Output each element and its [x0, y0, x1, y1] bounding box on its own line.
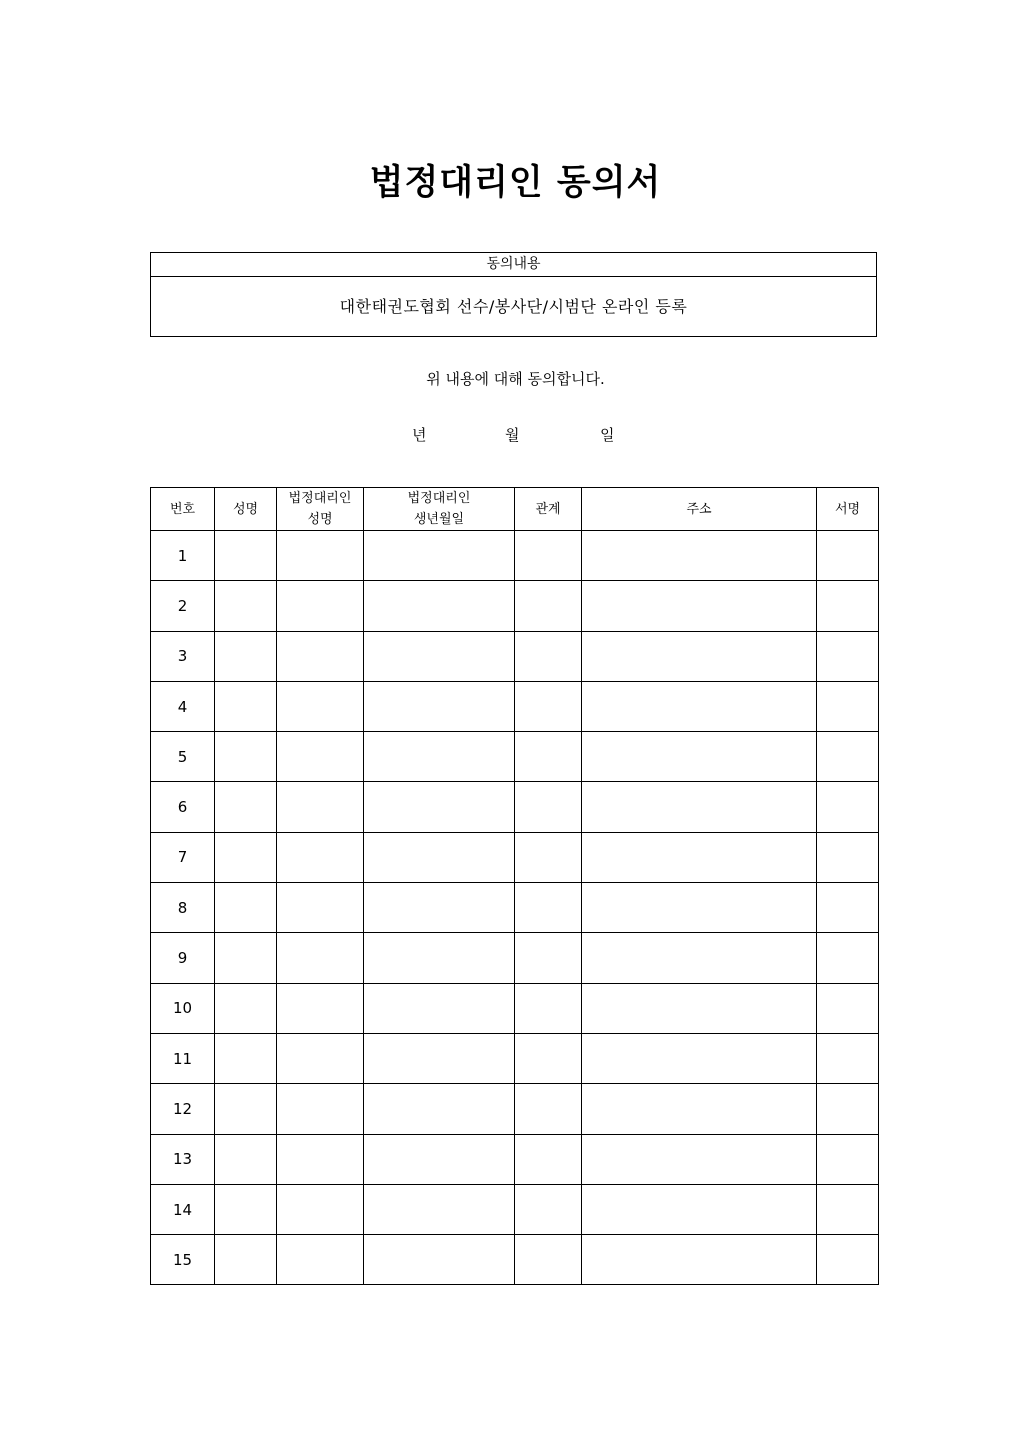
address-cell[interactable] [582, 832, 817, 882]
guardian-name-cell[interactable] [277, 983, 364, 1033]
address-cell[interactable] [582, 1084, 817, 1134]
guardian-birth-cell[interactable] [364, 1235, 515, 1285]
relation-cell[interactable] [515, 732, 582, 782]
row-number-cell: 4 [151, 681, 215, 731]
name-cell[interactable] [215, 1134, 277, 1184]
guardian-birth-cell[interactable] [364, 581, 515, 631]
row-number-cell: 10 [151, 983, 215, 1033]
table-header-row [151, 488, 879, 531]
guardian-birth-cell[interactable] [364, 983, 515, 1033]
signature-cell[interactable] [817, 1134, 879, 1184]
table-row [151, 681, 879, 731]
document-title: 법정대리인 동의서 [369, 163, 662, 203]
row-number-cell: 15 [151, 1235, 215, 1285]
guardian-name-cell[interactable] [277, 1084, 364, 1134]
agree-statement: 위 내용에 대해 동의합니다. [426, 370, 605, 388]
table-row [151, 581, 879, 631]
row-number-cell: 1 [151, 531, 215, 581]
guardian-birth-cell[interactable] [364, 1033, 515, 1083]
guardian-birth-cell[interactable] [364, 883, 515, 933]
guardian-birth-cell[interactable] [364, 782, 515, 832]
name-cell[interactable] [215, 1184, 277, 1234]
signature-cell[interactable] [817, 531, 879, 581]
table-row [151, 732, 879, 782]
guardian-name-cell[interactable] [277, 581, 364, 631]
name-cell[interactable] [215, 732, 277, 782]
relation-cell[interactable] [515, 933, 582, 983]
table-row [151, 933, 879, 983]
guardian-birth-cell[interactable] [364, 531, 515, 581]
header-name: 성명 [215, 488, 277, 531]
row-number-cell: 9 [151, 933, 215, 983]
row-number-cell: 6 [151, 782, 215, 832]
date-day-label: 일 [600, 426, 615, 444]
header-number: 번호 [151, 488, 215, 531]
signature-cell[interactable] [817, 933, 879, 983]
row-number-cell: 13 [151, 1134, 215, 1184]
address-cell[interactable] [582, 1184, 817, 1234]
name-cell[interactable] [215, 1033, 277, 1083]
name-cell[interactable] [215, 531, 277, 581]
name-cell[interactable] [215, 631, 277, 681]
address-cell[interactable] [582, 1033, 817, 1083]
table-row [151, 631, 879, 681]
row-number-cell: 5 [151, 732, 215, 782]
name-cell[interactable] [215, 832, 277, 882]
address-cell[interactable] [582, 883, 817, 933]
header-guardian-birth [364, 488, 515, 531]
table-row [151, 1084, 879, 1134]
guardian-name-cell[interactable] [277, 631, 364, 681]
guardian-name-cell[interactable] [277, 1134, 364, 1184]
row-number-cell: 2 [151, 581, 215, 631]
table-row [151, 782, 879, 832]
address-cell[interactable] [582, 983, 817, 1033]
signature-cell[interactable] [817, 1033, 879, 1083]
table-row [151, 883, 879, 933]
relation-cell[interactable] [515, 681, 582, 731]
relation-cell[interactable] [515, 1084, 582, 1134]
table-row [151, 1184, 879, 1234]
signature-cell[interactable] [817, 983, 879, 1033]
relation-cell[interactable] [515, 782, 582, 832]
row-number-cell: 7 [151, 832, 215, 882]
name-cell[interactable] [215, 782, 277, 832]
relation-cell[interactable] [515, 832, 582, 882]
address-cell[interactable] [582, 1134, 817, 1184]
guardian-birth-cell[interactable] [364, 832, 515, 882]
address-cell[interactable] [582, 782, 817, 832]
table-row [151, 983, 879, 1033]
guardian-name-cell[interactable] [277, 1235, 364, 1285]
table-row [151, 1235, 879, 1285]
address-cell[interactable] [582, 631, 817, 681]
guardian-name-cell[interactable] [277, 531, 364, 581]
name-cell[interactable] [215, 681, 277, 731]
date-month-label: 월 [505, 426, 520, 444]
signature-cell[interactable] [817, 681, 879, 731]
guardian-birth-cell[interactable] [364, 1184, 515, 1234]
name-cell[interactable] [215, 581, 277, 631]
address-cell[interactable] [582, 531, 817, 581]
address-cell[interactable] [582, 1235, 817, 1285]
row-number-cell: 3 [151, 631, 215, 681]
guardian-birth-cell[interactable] [364, 1084, 515, 1134]
signature-cell[interactable] [817, 1084, 879, 1134]
guardian-name-cell[interactable] [277, 1033, 364, 1083]
signature-cell[interactable] [817, 1235, 879, 1285]
header-guardian-birth-line2: 생년월일 [413, 512, 465, 527]
header-guardian-name [277, 488, 364, 531]
table-row [151, 531, 879, 581]
header-guardian-birth-line1: 법정대리인 [407, 491, 471, 506]
relation-cell[interactable] [515, 1134, 582, 1184]
header-guardian-name-line1: 법정대리인 [288, 491, 352, 506]
guardian-name-cell[interactable] [277, 782, 364, 832]
guardian-birth-cell[interactable] [364, 933, 515, 983]
name-cell[interactable] [215, 883, 277, 933]
signature-cell[interactable] [817, 782, 879, 832]
name-cell[interactable] [215, 933, 277, 983]
address-cell[interactable] [582, 732, 817, 782]
relation-cell[interactable] [515, 631, 582, 681]
address-cell[interactable] [582, 581, 817, 631]
signature-cell[interactable] [817, 832, 879, 882]
signature-cell[interactable] [817, 732, 879, 782]
relation-cell[interactable] [515, 531, 582, 581]
address-cell[interactable] [582, 681, 817, 731]
row-number-cell: 14 [151, 1184, 215, 1234]
guardian-name-cell[interactable] [277, 681, 364, 731]
consent-body: 대한태권도협회 선수/봉사단/시범단 온라인 등록 [339, 297, 688, 316]
table-body [151, 531, 879, 1285]
consent-header: 동의내용 [151, 253, 876, 277]
relation-cell[interactable] [515, 983, 582, 1033]
signature-cell[interactable] [817, 631, 879, 681]
table-row [151, 1134, 879, 1184]
relation-cell[interactable] [515, 1184, 582, 1234]
guardian-birth-cell[interactable] [364, 631, 515, 681]
header-relation: 관계 [515, 488, 582, 531]
table-row [151, 1033, 879, 1083]
header-guardian-name-line2: 성명 [307, 512, 333, 527]
guardian-birth-cell[interactable] [364, 681, 515, 731]
relation-cell[interactable] [515, 1033, 582, 1083]
guardian-birth-cell[interactable] [364, 1134, 515, 1184]
date-year-label: 년 [412, 426, 427, 444]
signature-cell[interactable] [817, 1184, 879, 1234]
name-cell[interactable] [215, 983, 277, 1033]
guardian-roster-table [150, 487, 879, 1285]
guardian-name-cell[interactable] [277, 1184, 364, 1234]
row-number-cell: 11 [151, 1033, 215, 1083]
row-number-cell: 8 [151, 883, 215, 933]
header-signature: 서명 [817, 488, 879, 531]
signature-cell[interactable] [817, 883, 879, 933]
guardian-name-cell[interactable] [277, 883, 364, 933]
guardian-birth-cell[interactable] [364, 732, 515, 782]
signature-cell[interactable] [817, 581, 879, 631]
relation-cell[interactable] [515, 581, 582, 631]
header-address: 주소 [582, 488, 817, 531]
row-number-cell: 12 [151, 1084, 215, 1134]
consent-box [150, 252, 877, 337]
table-row [151, 832, 879, 882]
guardian-name-cell[interactable] [277, 832, 364, 882]
address-cell[interactable] [582, 933, 817, 983]
guardian-name-cell[interactable] [277, 933, 364, 983]
guardian-name-cell[interactable] [277, 732, 364, 782]
name-cell[interactable] [215, 1084, 277, 1134]
name-cell[interactable] [215, 1235, 277, 1285]
date-row [0, 422, 1031, 448]
relation-cell[interactable] [515, 883, 582, 933]
relation-cell[interactable] [515, 1235, 582, 1285]
